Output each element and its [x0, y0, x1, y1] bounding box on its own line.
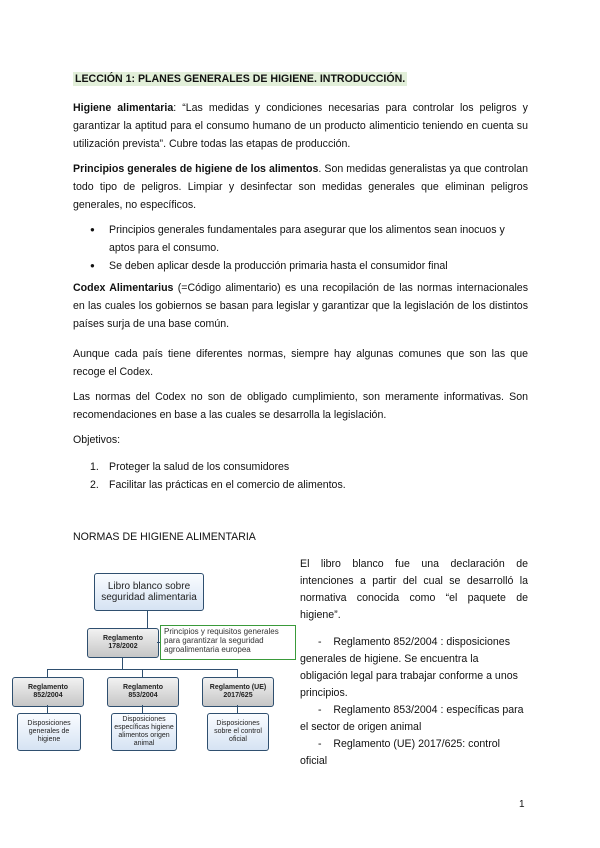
page-number: 1 — [519, 799, 525, 810]
list-item: ● Se deben aplicar desde la producción primaria hasta el consumidor final — [90, 257, 530, 275]
connector-line — [147, 610, 148, 628]
diagram-box-reg-852: Reglamento 852/2004 — [12, 677, 84, 707]
item-number: 1. — [90, 461, 99, 473]
list-item — [90, 476, 346, 494]
list-item — [300, 634, 528, 702]
item-text: Reglamento (UE) 2017/625: control oficial — [300, 738, 500, 767]
item-text: Proteger la salud de los consumidores — [109, 461, 290, 473]
item-number: 2. — [90, 479, 99, 491]
section-title: NORMAS DE HIGIENE ALIMENTARIA — [73, 531, 256, 543]
paragraph-codex — [73, 279, 528, 333]
paragraph-codex-recommendations: Las normas del Codex no son de obligado cumplimiento, son meramente informativas. Son recomendaciones en base a las cuales se desarrolla la legislación. — [73, 391, 528, 421]
connector-line — [47, 669, 48, 677]
item-dash: - — [318, 738, 322, 750]
paragraph-country-norms: Aunque cada país tiene diferentes normas, siempre hay algunas comunes que son las que recoge el Codex. — [73, 348, 528, 378]
item-text: Reglamento 853/2004 : específicas para el sector de origen animal — [300, 704, 524, 733]
diagram-box-general-hygiene: Disposiciones generales de higiene — [17, 713, 81, 751]
connector-line — [142, 669, 143, 677]
diagram-note-general-requirements: Principios y requisitos generales para garantizar la seguridad agroalimentaria europea — [160, 625, 296, 660]
diagram-box-reg-853: Reglamento 853/2004 — [107, 677, 179, 707]
term-principles: Principios generales de higiene de los alimentos — [73, 163, 319, 175]
item-text: Reglamento 852/2004 : disposiciones generales de higiene. Se encuentra la obligación legal para trabajar conforme a unos principios. — [300, 636, 518, 699]
diagram-box-reg-178: Reglamento 178/2002 — [87, 628, 159, 658]
connector-line — [122, 657, 123, 669]
connector-line — [237, 669, 238, 677]
paragraph-text: . Son medidas generalistas ya que controlan todo tipo de peligros. Limpiar y desinfectar son medidas generales que eliminan peligros generales, no específicos. — [73, 163, 528, 211]
objectives-label: Objetivos: — [73, 434, 121, 446]
list-item — [300, 736, 528, 770]
list-item — [300, 702, 528, 736]
paragraph-text: (=Código alimentario) es una recopilación de las normas internacionales en las cuales los gobiernos se basan para legislar y garantizar que la legislación de los distintos países surja de una base común. — [73, 282, 528, 330]
lesson-title: LECCIÓN 1: PLANES GENERALES DE HIGIENE. INTRODUCCIÓN. — [75, 73, 406, 85]
regulations-list — [300, 634, 528, 770]
paragraph-hygiene-definition — [73, 99, 528, 153]
item-dash: - — [318, 636, 322, 648]
term-codex: Codex Alimentarius — [73, 282, 174, 294]
paragraph-general-principles — [73, 160, 528, 214]
list-item: ● Principios generales fundamentales para asegurar que los alimentos sean inocuos y aptos para el consumo. — [90, 221, 530, 257]
objectives-list — [90, 458, 346, 494]
paragraph-text: : “Las medidas y condiciones necesarias para controlar los peligros y garantizar la aptitud para el consumo humano de un producto alimenticio teniendo en cuenta su utilización prevista”. Cubre todas las etapas de producción. — [73, 102, 528, 150]
connector-line — [142, 705, 143, 713]
connector-line — [47, 705, 48, 713]
diagram-box-animal-origin: Disposiciones específicas higiene alimentos origen animal — [111, 713, 177, 751]
item-text: Facilitar las prácticas en el comercio de alimentos. — [109, 479, 346, 491]
connector-line — [237, 705, 238, 713]
diagram-box-official-control: Disposiciones sobre el control oficial — [207, 713, 269, 751]
list-item — [90, 458, 346, 476]
term-hygiene: Higiene alimentaria — [73, 102, 174, 114]
principles-bullet-list — [90, 221, 530, 275]
diagram-box-reg-2017-625: Reglamento (UE) 2017/625 — [202, 677, 274, 707]
diagram-box-white-paper: Libro blanco sobre seguridad alimentaria — [94, 573, 204, 611]
paragraph-white-paper: El libro blanco fue una declaración de intenciones a partir del cual se desarrolló la normativa conocida como “el paquete de higiene”. — [300, 558, 528, 621]
item-dash: - — [318, 704, 322, 716]
